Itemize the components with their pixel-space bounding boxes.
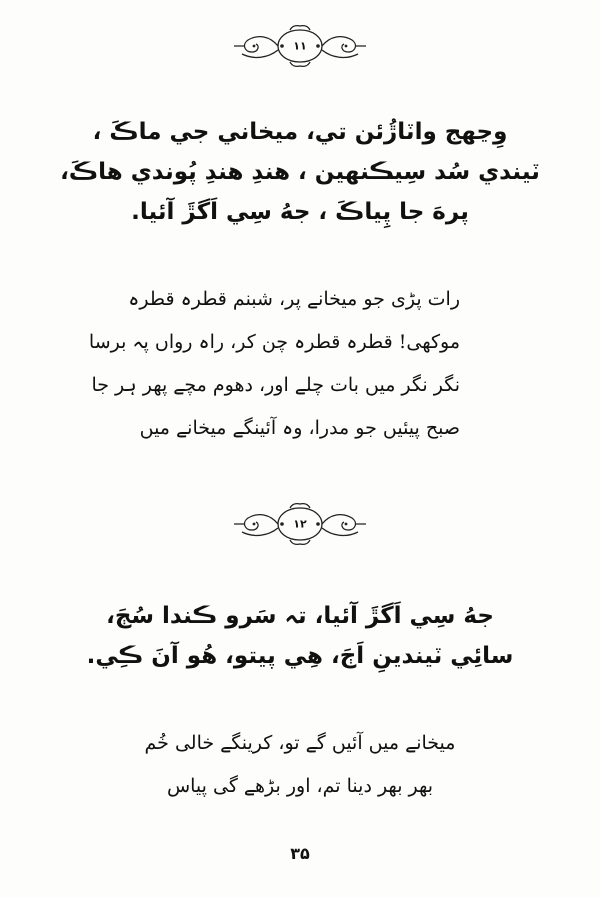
verse-line: بھر بھر دینا تم، اور بڑھے گی پیاس <box>166 775 434 797</box>
stanza-number: ۱۱ <box>293 39 307 53</box>
verse-line: صبح پیئیں جو مدرا، وہ آئینگے میخانے میں <box>139 417 460 439</box>
sindhi-stanza <box>60 112 540 232</box>
verse-line: نگر نگر میں بات چلے اور، دھوم مچے پھر ہر جا <box>91 374 460 396</box>
verse-line: پرهَ جا پِياڪَ ، جهُ سِي اَگڙَ آئيا. <box>131 199 469 225</box>
verse-line: ٽيندي سُد سِيڪنهين ، هندِ هندِ پُوندي هاڪَ، <box>60 159 540 185</box>
page-number: ۳۵ <box>290 844 310 863</box>
verse-line: جهُ سِي اَگڙَ آئيا، تہ سَرو ڪندا سُڄَ، <box>106 603 494 629</box>
sindhi-stanza <box>60 596 540 676</box>
verse-line: رات پڑی جو میخانے پر، شبنم قطرہ قطرہ <box>128 288 460 310</box>
verse-line: موکھی! قطرہ قطرہ چن کر، راہ رواں پہ برسا <box>88 331 460 353</box>
stanza-number: ۱۲ <box>293 517 307 531</box>
urdu-translation <box>88 278 460 450</box>
verse-line: وِڃهج واٽاڙُئن تي، ميخاني جي ماڪَ ، <box>92 119 508 145</box>
section-ornament <box>230 502 370 546</box>
verse-line: سائِي ٽيندينِ اَڄَ، هِي پيتو، هُو آنَ ڪِي. <box>86 643 514 669</box>
urdu-translation <box>140 722 460 808</box>
section-ornament <box>230 24 370 68</box>
verse-line: میخانے میں آئیں گے تو، کرینگے خالی خُم <box>144 732 456 754</box>
